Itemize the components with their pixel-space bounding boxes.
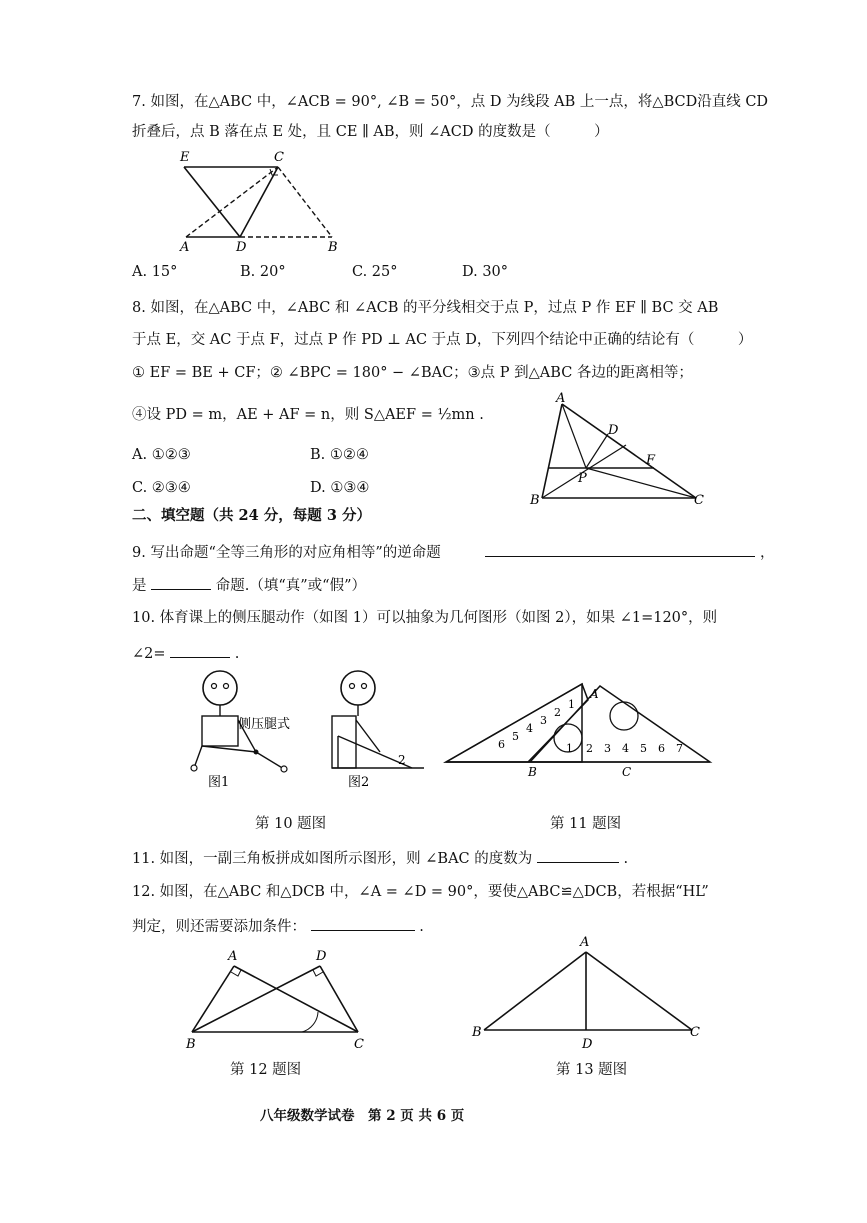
q8-option-d: D. ①③④ (310, 480, 370, 496)
q11-ruler-bottom-2: 2 (586, 742, 593, 755)
q8-label-P: P (578, 471, 587, 486)
q8-line1: 8. 如图，在△ABC 中，∠ABC 和 ∠ACB 的平分线相交于点 P，过点 P 作 EF ∥ BC 交 AB (132, 300, 719, 316)
q10-blank-angle[interactable] (170, 643, 230, 658)
q7-label-D: D (236, 240, 247, 255)
q7-label-A: A (180, 240, 190, 255)
svg-text:2: 2 (398, 753, 406, 767)
q8-label-A: A (556, 391, 566, 406)
q11-caption: 第 11 题图 (550, 816, 622, 832)
q11-ruler-bottom-7: 7 (676, 742, 683, 755)
q12-label-C: C (354, 1037, 364, 1052)
q8-label-B: B (530, 493, 540, 508)
q11-ruler-bottom-3: 3 (604, 742, 611, 755)
q13-figure (470, 932, 710, 1052)
q10-fig-caption-text: 侧压腿式 (238, 717, 291, 732)
q8-line3: ① EF = BE + CF；② ∠BPC = 180° − ∠BAC；③点 P 到△ABC 各边的距离相等； (132, 365, 693, 381)
q13-label-B: B (472, 1025, 482, 1040)
q11-ruler-left-4: 4 (526, 722, 533, 735)
q10-line2-post: . (234, 646, 240, 662)
q7-option-d: D. 30° (462, 264, 509, 280)
q8-option-b: B. ①②④ (310, 447, 369, 463)
q11-blank-angle[interactable] (537, 848, 619, 863)
q9-line2-post: 命题.（填“真”或“假”） (215, 578, 366, 594)
q7-label-C: C (274, 150, 284, 165)
q13-label-D: D (582, 1037, 593, 1052)
q8-line4: ④设 PD = m，AE + AF = n，则 S△AEF = ½mn . (132, 407, 484, 423)
q10-figure (180, 668, 430, 793)
q12-figure (182, 946, 382, 1052)
q10-caption: 第 10 题图 (255, 816, 327, 832)
q11-label-C: C (622, 765, 632, 779)
q12-line2 (132, 916, 424, 937)
q12-label-A: A (228, 949, 238, 964)
q13-caption: 第 13 题图 (556, 1062, 628, 1078)
q11-ruler-left-3: 3 (540, 714, 547, 727)
q12-label-B: B (186, 1037, 196, 1052)
q7-option-c: C. 25° (352, 264, 398, 280)
q11-label-A: A (590, 687, 599, 701)
q9-blank-converse[interactable] (485, 542, 755, 557)
q7-option-b: B. 20° (240, 264, 286, 280)
q11-ruler-left-1: 1 (568, 698, 575, 711)
q8-label-F: F (646, 453, 656, 468)
q8-figure (528, 390, 718, 510)
q7-line1: 7. 如图，在△ABC 中，∠ACB = 90°, ∠B = 50°，点 D 为线段 AB 上一点，将△BCD沿直线 CD (132, 94, 769, 110)
q12-line1: 12. 如图，在△ABC 和△DCB 中，∠A = ∠D = 90°，要使△ABC≌△DCB，若根据“HL” (132, 884, 709, 900)
q11-ruler-bottom-1: 1 (566, 742, 573, 755)
q11-text: 11. 如图，一副三角板拼成如图所示图形，则 ∠BAC 的度数为 (132, 851, 533, 867)
q10-fig2-label: 图2 (348, 775, 370, 790)
q11-text-post: . (623, 851, 629, 867)
page-footer: 八年级数学试卷 第 2 页 共 6 页 (260, 1108, 465, 1124)
q7-line2: 折叠后，点 B 落在点 E 处，且 CE ∥ AB，则 ∠ACD 的度数是（ ） (132, 124, 609, 140)
q11-ruler-left-6: 6 (498, 738, 505, 751)
q7-figure (170, 145, 360, 255)
q11-ruler-bottom-6: 6 (658, 742, 665, 755)
q11-figure (440, 676, 740, 784)
q9-blank-truth[interactable] (151, 575, 211, 590)
q11-ruler-left-2: 2 (554, 706, 561, 719)
q10-fig1-label: 图1 (208, 775, 230, 790)
q13-label-C: C (690, 1025, 700, 1040)
q12-label-D: D (316, 949, 327, 964)
q12-line2-pre: 判定，则还需要添加条件： (132, 919, 306, 935)
q12-line2-post: . (419, 919, 424, 935)
q11-ruler-bottom-4: 4 (622, 742, 629, 755)
q9-line2 (132, 575, 366, 596)
q9-line1-end: ， (760, 545, 775, 561)
q8-label-C: C (694, 493, 704, 508)
q11-ruler-bottom-5: 5 (640, 742, 647, 755)
q11-ruler-left-5: 5 (512, 730, 519, 743)
q10-line2 (132, 643, 239, 664)
q9-line1 (132, 542, 775, 563)
section2-title: 二、填空题（共 24 分，每题 3 分） (132, 507, 371, 524)
q7-label-E: E (180, 150, 190, 165)
q9-line2-pre: 是 (132, 578, 147, 594)
q8-label-D: D (608, 423, 619, 438)
q12-blank-condition[interactable] (311, 916, 415, 931)
q10-line1: 10. 体育课上的侧压腿动作（如图 1）可以抽象为几何图形（如图 2），如果 ∠1=120°，则 (132, 610, 718, 626)
q12-caption: 第 12 题图 (230, 1062, 302, 1078)
q7-label-B: B (328, 240, 338, 255)
q8-option-a: A. ①②③ (132, 447, 191, 463)
q10-line2-pre: ∠2= (132, 646, 166, 662)
q11-line (132, 848, 628, 869)
q9-text: 9. 写出命题“全等三角形的对应角相等”的逆命题 (132, 545, 441, 561)
q8-option-c: C. ②③④ (132, 480, 191, 496)
q7-option-a: A. 15° (132, 264, 178, 280)
q8-line2: 于点 E，交 AC 于点 F，过点 P 作 PD ⊥ AC 于点 D，下列四个结论中正确的结论有（ ） (132, 332, 753, 348)
q13-label-A: A (580, 935, 590, 950)
q11-label-B: B (528, 765, 537, 779)
